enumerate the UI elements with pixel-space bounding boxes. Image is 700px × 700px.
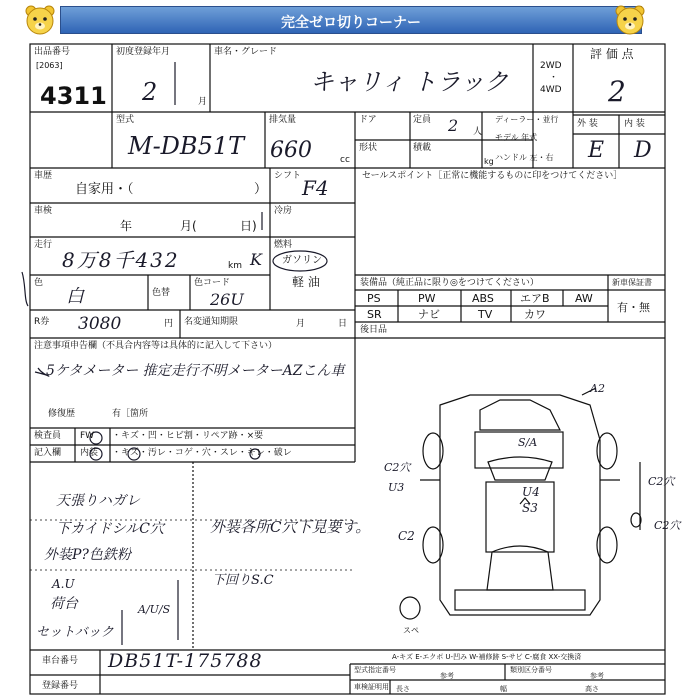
equip-sr: SR <box>367 308 382 321</box>
tax-label: R券 <box>34 317 50 327</box>
usage-close: ） <box>254 182 268 197</box>
mileage-mark: K <box>250 250 262 269</box>
warranty-value: 有・無 <box>617 301 650 314</box>
first-reg-label: 初度登録年月 <box>116 47 171 57</box>
repair-value: 有［箇所 <box>112 409 149 419</box>
car-diagram <box>400 388 641 619</box>
chassis-value: DB51T-175788 <box>108 650 263 672</box>
lot-label: 出品番号 <box>34 47 71 57</box>
damage-legend: A-キズ E-エクボ U-凹み W-補修跡 S-サビ C-腐食 XX-交換済 <box>392 653 582 661</box>
interior-label: 内 装 <box>624 119 645 129</box>
name-change-day: 日 <box>338 319 348 329</box>
interior-grade: D <box>634 138 652 163</box>
lot-sub: [2063] <box>36 61 63 70</box>
form-class-no: 類別区分番号 <box>510 666 552 674</box>
repair-label: 修復歴 <box>48 409 76 419</box>
inspection-label: 車検 <box>34 206 53 216</box>
car-name-value: キャリィ トラック <box>310 68 509 96</box>
hw-left6: セットバック <box>36 625 114 640</box>
form-length: 長さ <box>396 685 410 693</box>
equip-aw: AW <box>575 292 593 305</box>
fw-label: FW <box>80 431 95 441</box>
diag-bottom: スペ <box>403 626 419 635</box>
equip-navi: ナビ <box>418 308 440 321</box>
exterior-label: 外 装 <box>577 119 598 129</box>
hw-left-side: A/U/S <box>138 603 171 616</box>
inspection-month: 月( <box>180 219 197 233</box>
mileage-value: 8万8千432 <box>62 248 180 272</box>
month-unit: 月 <box>198 97 208 107</box>
form-width: 幅 <box>500 685 507 693</box>
kg-unit: kg <box>484 157 494 166</box>
usage-label: 車歴 <box>34 171 53 181</box>
chassis-label: 車台番号 <box>42 656 79 666</box>
hw-left1: 天張りハガレ <box>56 493 140 509</box>
notes-label: 注意事項申告欄（不具合内容等は具体的に記入して下さい） <box>34 341 278 351</box>
cc-unit: cc <box>340 155 350 165</box>
fuel-option: 軽 油 <box>292 275 320 289</box>
equip-tv: TV <box>478 308 493 321</box>
color-code-label: 色コード <box>194 278 231 288</box>
load-label: 積載 <box>413 143 432 153</box>
form-type-ref: 参考 <box>440 672 454 680</box>
banner-title: 完全ゼロ切りコーナー <box>281 15 421 31</box>
equip-pw: PW <box>418 292 436 305</box>
diag-c2-left-top: C2穴 <box>384 461 411 474</box>
tax-value: 3080 <box>78 314 122 334</box>
lot-number: 4311 <box>40 82 107 110</box>
equip-leather: カワ <box>524 308 546 321</box>
hw-left4: A.U <box>52 577 75 591</box>
model-year-label: モデル 年式 <box>495 133 538 142</box>
ac-label: 冷房 <box>274 206 293 216</box>
warranty-label: 新車保証書 <box>612 278 652 287</box>
inspector-label: 検査員 <box>34 431 62 441</box>
usage-value: 自家用・（ <box>75 182 134 197</box>
shift-label: シフト <box>274 171 302 181</box>
model-label: 型式 <box>116 115 135 125</box>
diag-u3: U3 <box>388 481 405 494</box>
hw-left2: 下カイドシルC穴 <box>56 521 164 537</box>
car-name-label: 車名・グレード <box>214 47 278 57</box>
hw-left5: 荷台 <box>50 596 78 612</box>
fuel-label: 燃料 <box>274 240 293 250</box>
sales-point-label: セールスポイント［正常に機能するものに印をつけてください］ <box>362 171 623 181</box>
color-value: 白 <box>66 286 84 307</box>
capacity-label: 定員 <box>413 115 432 125</box>
equip-airbag: エアB <box>520 292 550 305</box>
hw-left3: 外装P?色鉄粉 <box>44 547 131 563</box>
door-label: ドア <box>359 115 377 125</box>
exterior-grade: E <box>588 138 605 163</box>
first-reg-value: 2 <box>142 78 158 106</box>
diag-s3: S3 <box>522 501 538 515</box>
drive-2wd: 2WD <box>540 61 562 71</box>
drive-4wd: 4WD <box>540 85 562 95</box>
model-value: M-DB51T <box>128 132 245 160</box>
shift-value: F4 <box>302 176 329 200</box>
fw-items: ・キズ・凹・ヒビ割・リペア跡・×要 <box>112 431 264 441</box>
score-label: 評 価 点 <box>590 47 634 61</box>
diag-c2-left: C2 <box>398 529 415 543</box>
hw-center2: 下回りS.C <box>212 573 274 588</box>
form-height: 高さ <box>585 685 599 693</box>
mileage-unit: km <box>228 261 242 271</box>
capacity-value: 2 <box>448 116 459 135</box>
inspection-year: 年 <box>120 219 133 233</box>
interior-check-items: ・キズ・汚レ・コゲ・穴・スレ・キレ・破レ <box>112 448 292 458</box>
fuel-circled: ガソリン <box>282 255 322 266</box>
mileage-label: 走行 <box>34 240 53 250</box>
diag-c2-right-top: C2穴 <box>648 475 675 488</box>
color-label: 色 <box>34 278 44 288</box>
equip-ps: PS <box>367 292 381 305</box>
diag-roof: S/A <box>518 436 538 449</box>
name-change-month: 月 <box>296 319 306 329</box>
shape-label: 形状 <box>359 143 378 153</box>
diag-u4: U4 <box>522 485 540 499</box>
equipment-label: 装備品（純正品に限り◎をつけてください） <box>360 278 539 288</box>
dealer-label: ディーラー・並行 <box>495 115 559 124</box>
color-change-label: 色替 <box>152 288 171 298</box>
diag-c2-right: C2穴 <box>654 519 681 532</box>
displacement-value: 660 <box>270 138 312 163</box>
color-code-value: 26U <box>210 290 244 309</box>
form-cert: 車検証明用 <box>354 683 389 691</box>
person-unit: 人 <box>473 127 483 137</box>
name-change-label: 名変通知期限 <box>184 317 239 327</box>
equip-abs: ABS <box>472 292 494 305</box>
yen-unit: 円 <box>164 319 174 329</box>
score-value: 2 <box>608 75 626 108</box>
drive-dot: ・ <box>549 73 559 83</box>
diag-a2: A2 <box>590 382 605 395</box>
writer-label: 記入欄 <box>34 448 62 458</box>
interior-check-label: 内装 <box>80 448 99 458</box>
displacement-label: 排気量 <box>269 115 297 125</box>
reg-label: 登録番号 <box>42 681 79 691</box>
notes-line1: 5ケタメーター 推定走行不明メーターAZこん車 <box>46 363 345 379</box>
handle-label: ハンドル 左・右 <box>495 153 554 162</box>
form-class-ref: 参考 <box>590 672 604 680</box>
form-type-no: 型式指定番号 <box>354 666 396 674</box>
inspection-day: 日) <box>240 219 257 233</box>
hw-center1: 外装各所C穴下見要す。 <box>210 518 371 536</box>
aftermarket-label: 後日品 <box>360 325 388 335</box>
